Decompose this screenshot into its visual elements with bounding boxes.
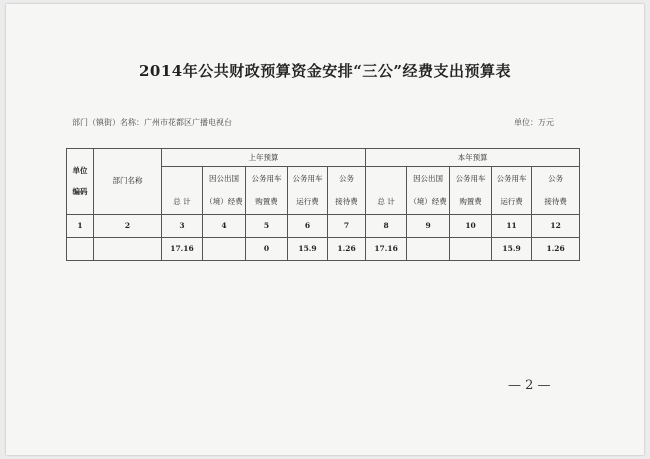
index-cell: 6 xyxy=(288,215,328,237)
this-vehicle-purchase-header: 公务用车 xyxy=(450,167,492,190)
prev-abroad-header-2: （境）经费 xyxy=(203,190,246,215)
page-title: 2014年公共财政预算资金安排“三公”经费支出预算表 xyxy=(138,62,511,80)
unit-code-header: 单位 编码 xyxy=(67,149,94,215)
data-cell: 0 xyxy=(246,237,288,261)
this-vehicle-running-header: 公务用车 xyxy=(492,167,532,190)
this-total-header: 总 计 xyxy=(366,190,407,215)
header-row-group xyxy=(67,149,580,167)
data-cell: 1.26 xyxy=(532,237,580,261)
prev-vehicle-purchase-header-2: 购置费 xyxy=(246,190,288,215)
data-cell: 17.16 xyxy=(366,237,407,261)
dept-name-header: 部门名称 xyxy=(94,149,162,215)
page-number: — 2 — xyxy=(508,378,551,393)
prev-total-header: 总 计 xyxy=(162,190,203,215)
prev-year-header: 上年预算 xyxy=(162,149,366,167)
data-cell: 1.26 xyxy=(328,237,366,261)
data-cell xyxy=(67,237,94,261)
data-cell: 17.16 xyxy=(162,237,203,261)
index-cell: 11 xyxy=(492,215,532,237)
unit-label: 单位：万元 xyxy=(514,118,554,127)
index-cell: 12 xyxy=(532,215,580,237)
this-abroad-header: 因公出国 xyxy=(407,167,450,190)
table-row xyxy=(67,215,580,237)
prev-vehicle-running-header: 公务用车 xyxy=(288,167,328,190)
prev-abroad-header: 因公出国 xyxy=(203,167,246,190)
department-label: 部门（镇街）名称：广州市花都区广播电视台 xyxy=(72,118,232,127)
index-cell: 7 xyxy=(328,215,366,237)
prev-vehicle-purchase-header: 公务用车 xyxy=(246,167,288,190)
data-cell xyxy=(450,237,492,261)
prev-vehicle-running-header-2: 运行费 xyxy=(288,190,328,215)
table-row xyxy=(67,237,580,261)
data-cell xyxy=(407,237,450,261)
data-cell xyxy=(203,237,246,261)
this-abroad-header-2: （境）经费 xyxy=(407,190,450,215)
this-reception-header: 公务 xyxy=(532,167,580,190)
this-total-top xyxy=(366,167,407,190)
this-vehicle-running-header-2: 运行费 xyxy=(492,190,532,215)
index-cell: 10 xyxy=(450,215,492,237)
data-cell xyxy=(94,237,162,261)
index-cell: 2 xyxy=(94,215,162,237)
index-cell: 3 xyxy=(162,215,203,237)
index-cell: 9 xyxy=(407,215,450,237)
this-year-header: 本年预算 xyxy=(366,149,580,167)
prev-reception-header: 公务 xyxy=(328,167,366,190)
prev-reception-header-2: 接待费 xyxy=(328,190,366,215)
data-cell: 15.9 xyxy=(492,237,532,261)
this-reception-header-2: 接待费 xyxy=(532,190,580,215)
index-cell: 1 xyxy=(67,215,94,237)
budget-table xyxy=(66,148,580,261)
data-cell: 15.9 xyxy=(288,237,328,261)
index-cell: 8 xyxy=(366,215,407,237)
index-cell: 4 xyxy=(203,215,246,237)
prev-total-top xyxy=(162,167,203,190)
index-cell: 5 xyxy=(246,215,288,237)
this-vehicle-purchase-header-2: 购置费 xyxy=(450,190,492,215)
